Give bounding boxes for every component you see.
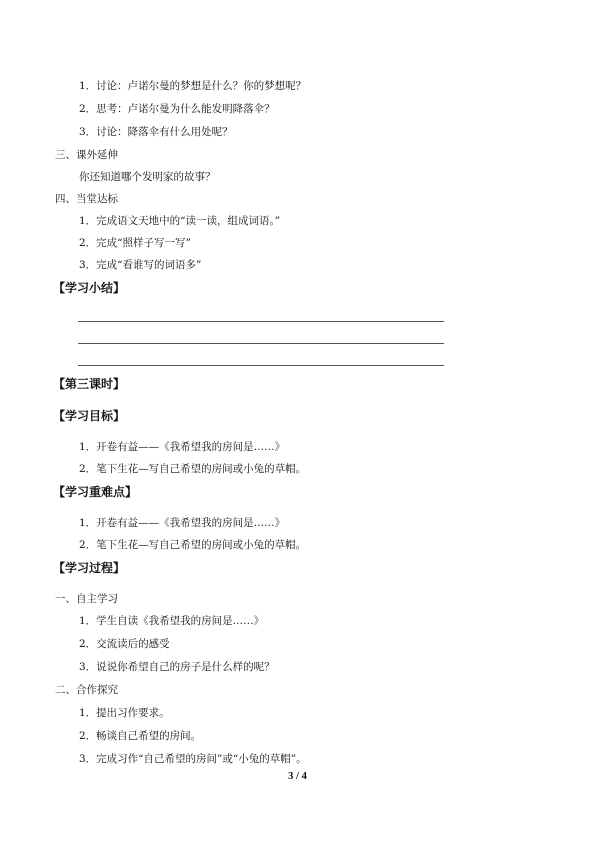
assessment-item-2: 2．完成“照样子写一写” <box>79 237 191 249</box>
section-title-assessment: 四、当堂达标 <box>55 193 118 205</box>
goal-item-2: 2．笔下生花—写自己希望的房间或小兔的草帽。 <box>79 463 307 475</box>
summary-writing-line-2 <box>78 343 444 344</box>
discussion-item-1: 1．讨论：卢诺尔曼的梦想是什么？你的梦想呢？ <box>79 80 307 92</box>
assessment-item-3: 3．完成“看谁写的词语多” <box>79 259 202 271</box>
heading-key-points: 【学习重难点】 <box>53 485 138 499</box>
discussion-item-3: 3．讨论：降落伞有什么用处呢？ <box>79 126 233 138</box>
process-part-1-item-3: 3．说说你希望自己的房子是什么样的呢？ <box>79 661 275 673</box>
heading-summary: 【学习小结】 <box>53 281 126 295</box>
section-title-extension: 三、课外延伸 <box>55 149 118 161</box>
process-part-1-item-1: 1．学生自读《我希望我的房间是……》 <box>79 615 265 627</box>
heading-goals: 【学习目标】 <box>53 409 126 423</box>
process-part-2-item-2: 2．畅谈自己希望的房间。 <box>79 730 202 742</box>
heading-process: 【学习过程】 <box>53 561 126 575</box>
assessment-item-1: 1．完成语文天地中的“读一读，组成词语。” <box>79 215 281 227</box>
key-point-item-2: 2．笔下生花—写自己希望的房间或小兔的草帽。 <box>79 539 307 551</box>
summary-writing-line-3 <box>78 365 444 366</box>
summary-writing-line-1 <box>78 321 444 322</box>
key-point-item-1: 1．开卷有益——《我希望我的房间是……》 <box>79 517 286 529</box>
process-part-2-item-3: 3．完成习作“自己希望的房间”或“小兔的草帽”。 <box>79 753 307 765</box>
process-part-2-title: 二、合作探究 <box>55 684 118 696</box>
process-part-1-item-2: 2．交流读后的感受 <box>79 638 170 650</box>
extension-question: 你还知道哪个发明家的故事？ <box>79 171 216 183</box>
page-number: 3 / 4 <box>288 771 307 782</box>
process-part-2-item-1: 1．提出习作要求。 <box>79 707 170 719</box>
heading-lesson-3: 【第三课时】 <box>53 377 126 391</box>
discussion-item-2: 2．思考：卢诺尔曼为什么能发明降落伞？ <box>79 103 275 115</box>
process-part-1-title: 一、自主学习 <box>55 593 118 605</box>
goal-item-1: 1．开卷有益——《我希望我的房间是……》 <box>79 441 286 453</box>
